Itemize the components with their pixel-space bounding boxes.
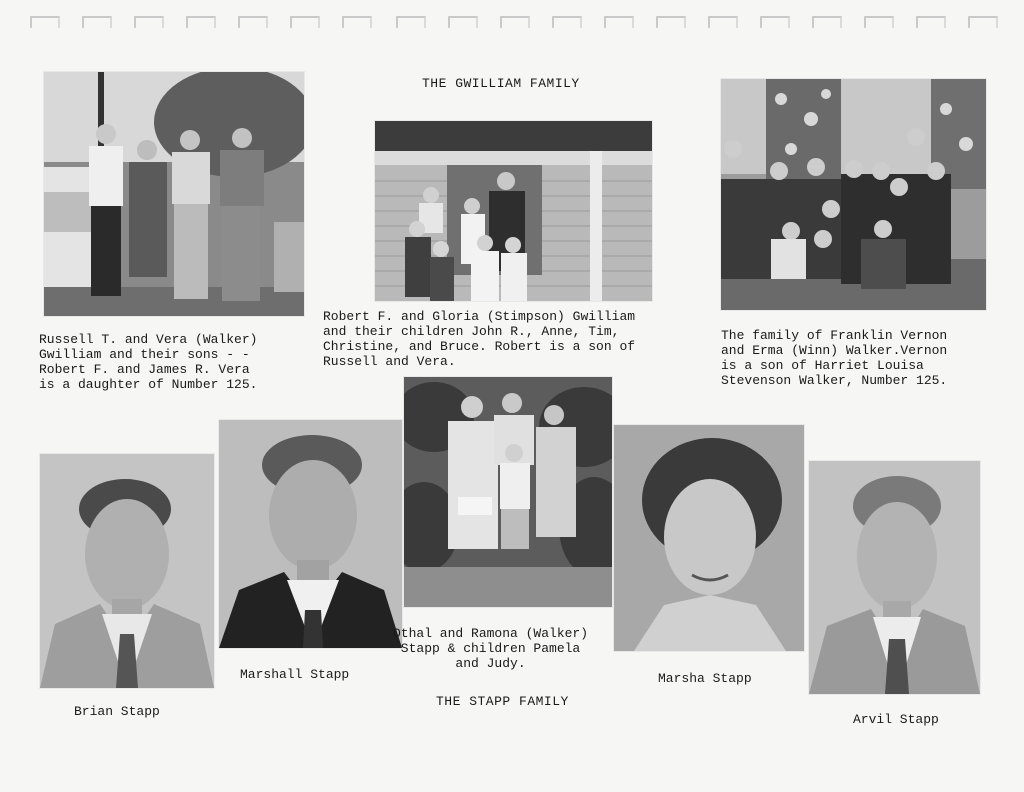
arvil-stapp-caption: Arvil Stapp [853,712,939,727]
binding-hole [30,16,60,28]
binding-hole [864,16,894,28]
binding-hole [448,16,478,28]
marsha-stapp-caption: Marsha Stapp [658,671,752,686]
franklin-vernon-family-photo [721,79,986,310]
othal-ramona-caption: Othal and Ramona (Walker) Stapp & children Pamela and Judy. [393,626,589,671]
binding-hole [290,16,320,28]
robert-gloria-family-photo [375,121,652,301]
franklin-vernon-caption: The family of Franklin Vernon and Erma (Winn) Walker.Vernon is a son of Harriet Louisa Stevenson Walker, Number 125. [721,328,948,388]
binding-hole [134,16,164,28]
binding-hole [82,16,112,28]
russell-vera-family-photo [44,72,304,316]
marshall-stapp-portrait [219,420,402,648]
binding-hole [396,16,426,28]
binding-hole [760,16,790,28]
brian-stapp-caption: Brian Stapp [74,704,160,719]
marshall-stapp-caption: Marshall Stapp [240,667,350,682]
binding-hole [708,16,738,28]
binding-hole [186,16,216,28]
binding-hole [342,16,372,28]
stapp-family-heading: THE STAPP FAMILY [436,694,569,709]
binding-hole [552,16,582,28]
marsha-stapp-portrait [614,425,804,651]
binding-holes [0,0,1024,40]
binding-hole [656,16,686,28]
binding-hole [238,16,268,28]
arvil-stapp-portrait [809,461,980,694]
russell-vera-caption: Russell T. and Vera (Walker) Gwilliam and their sons - - Robert F. and James R. Vera is a daughter of Number 125. [39,332,258,392]
gwilliam-family-heading: THE GWILLIAM FAMILY [422,76,580,91]
binding-hole [604,16,634,28]
robert-gloria-caption: Robert F. and Gloria (Stimpson) Gwilliam and their children John R., Anne, Tim, Christine, and Bruce. Robert is a son of Russell and Vera. [323,309,636,369]
binding-hole [500,16,530,28]
othal-ramona-family-photo [404,377,612,607]
binding-hole [968,16,998,28]
binding-hole [812,16,842,28]
brian-stapp-portrait [40,454,214,688]
binding-hole [916,16,946,28]
